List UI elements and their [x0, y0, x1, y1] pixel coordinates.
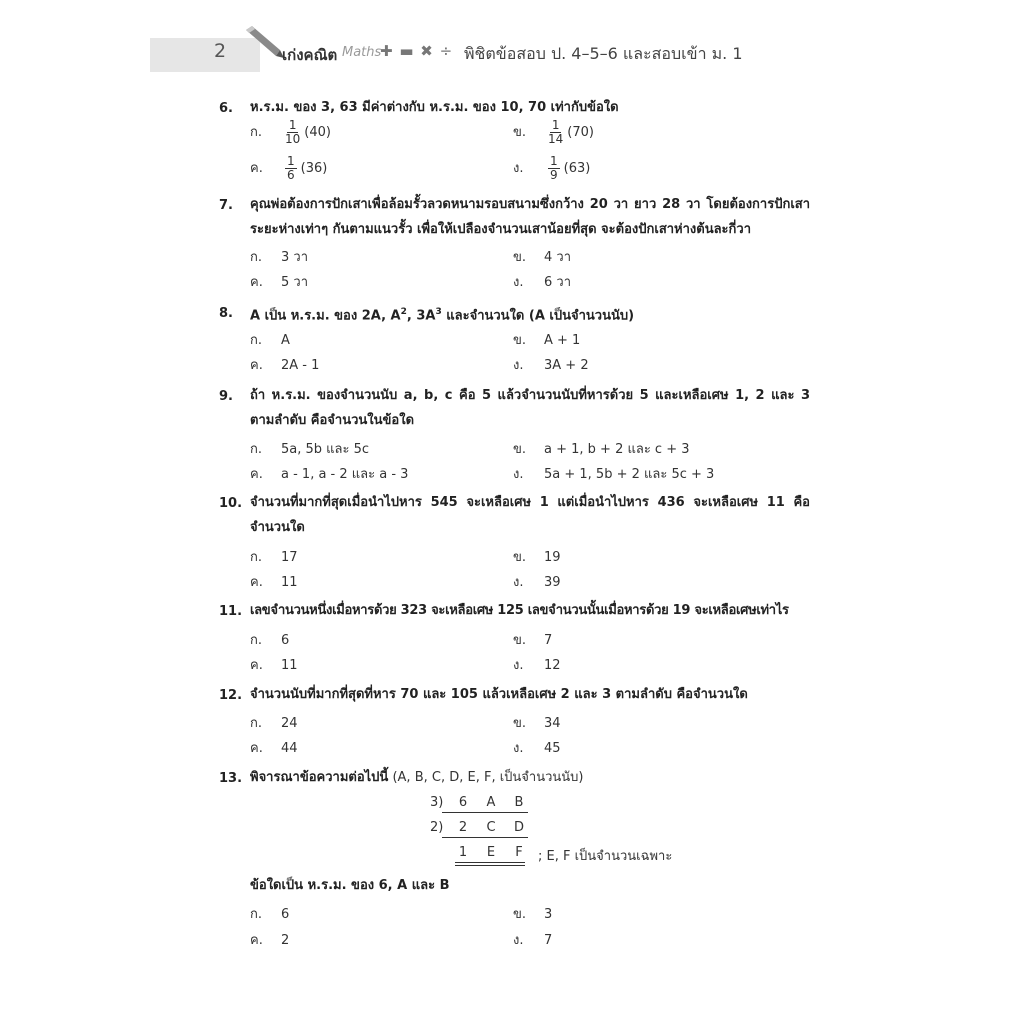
question-number: 11. — [219, 604, 243, 619]
division-cell: 6 — [458, 795, 468, 810]
option-label: ค. — [250, 575, 263, 590]
option-label: ก. — [250, 550, 263, 565]
option-c[interactable] — [250, 155, 327, 182]
question-text: คุณพ่อต้องการปักเสาเพื่อล้อมรั้วลวดหนามรอบสนามซึ่งกว้าง 20 วา ยาว 28 วา โดยต้องการปักเสาระยะห่างเท่าๆ กันตามแนวรั้ว เพื่อให้เปลืองจำนวนเสาน้อยที่สุด จะต้องปักเสาห่างต้นละกี่วา — [250, 197, 810, 237]
question-text — [250, 300, 810, 328]
option-text: 5a, 5b และ 5c — [281, 442, 370, 457]
question-number: 9. — [219, 389, 233, 404]
option-text: (63) — [563, 161, 591, 176]
option-text: 17 — [281, 550, 298, 565]
option-label: ก. — [250, 633, 263, 648]
short-division-diagram — [430, 795, 750, 867]
brand-title: เก่งคณิต — [282, 46, 338, 64]
option-label: ง. — [513, 575, 524, 590]
option-text: 11 — [281, 575, 298, 590]
division-cell: F — [515, 845, 523, 860]
option-text: A — [281, 333, 290, 348]
text-part: และจำนวนใด (A เป็นจำนวนนับ) — [441, 308, 635, 324]
option-text: 7 — [544, 633, 553, 648]
option-text: 44 — [281, 741, 298, 756]
question-number: 10. — [219, 496, 243, 511]
option-c[interactable] — [250, 737, 298, 758]
option-c[interactable] — [250, 463, 408, 484]
option-c[interactable] — [250, 571, 298, 592]
division-cell: 2 — [458, 820, 468, 835]
exponent: 2 — [400, 307, 407, 317]
option-label: ก. — [250, 250, 263, 265]
option-text: 6 — [281, 907, 290, 922]
option-text: (36) — [300, 161, 328, 176]
option-b[interactable] — [513, 546, 561, 567]
option-text: (70) — [567, 125, 594, 140]
option-label: ก. — [250, 333, 263, 348]
option-b[interactable] — [513, 246, 571, 267]
option-label: ค. — [250, 741, 263, 756]
option-text: 24 — [281, 716, 298, 731]
question-number: 13. — [219, 771, 243, 786]
option-text: (40) — [304, 125, 331, 140]
option-label: ข. — [513, 333, 527, 348]
option-a[interactable] — [250, 903, 289, 924]
option-text: 3A + 2 — [544, 358, 589, 373]
option-a[interactable] — [250, 438, 369, 459]
option-label: ง. — [513, 467, 524, 482]
option-text: 39 — [544, 575, 561, 590]
option-d[interactable] — [513, 737, 561, 758]
question-text: ถ้า ห.ร.ม. ของจำนวนนับ a, b, c คือ 5 แล้วจำนวนนับที่หารด้วย 5 และเหลือเศษ 1, 2 และ 3 ตามลำดับ คือจำนวนในข้อใด — [250, 388, 810, 428]
option-text: 19 — [544, 550, 561, 565]
fraction-denominator: 10 — [285, 132, 301, 146]
option-d[interactable] — [513, 271, 571, 292]
division-cell: D — [513, 820, 524, 835]
fraction-numerator: 1 — [551, 118, 560, 132]
option-a[interactable] — [250, 119, 331, 146]
option-label: ข. — [513, 633, 527, 648]
option-d[interactable] — [513, 654, 561, 675]
division-cell: E — [486, 845, 496, 860]
option-b[interactable] — [513, 712, 561, 733]
option-text: 2A - 1 — [281, 358, 320, 373]
option-label: ค. — [250, 467, 263, 482]
option-label: ข. — [513, 442, 527, 457]
option-text: 5a + 1, 5b + 2 และ 5c + 3 — [544, 467, 715, 482]
option-text: 3 — [544, 907, 553, 922]
question-number: 8. — [219, 306, 233, 321]
option-label: ค. — [250, 161, 263, 176]
option-label: ข. — [513, 907, 527, 922]
fraction-numerator: 1 — [287, 154, 295, 168]
text-part: A เป็น ห.ร.ม. ของ 2A, A — [250, 308, 401, 324]
fraction-denominator: 6 — [287, 168, 295, 182]
option-text: 3 วา — [281, 250, 309, 265]
option-a[interactable] — [250, 246, 308, 267]
division-line — [442, 837, 528, 838]
option-text: A + 1 — [544, 333, 581, 348]
option-label: ข. — [513, 250, 527, 265]
option-label: ค. — [250, 933, 263, 948]
option-c[interactable] — [250, 354, 319, 375]
option-text: 2 — [281, 933, 290, 948]
option-b[interactable] — [513, 119, 594, 146]
division-note: ; E, F เป็นจำนวนเฉพาะ — [538, 849, 673, 864]
fraction-numerator: 1 — [550, 154, 558, 168]
question-number: 12. — [219, 688, 243, 703]
option-label: ก. — [250, 907, 263, 922]
option-text: 34 — [544, 716, 561, 731]
option-d[interactable] — [513, 571, 561, 592]
option-d[interactable] — [513, 463, 714, 484]
option-label: ค. — [250, 658, 263, 673]
fraction — [548, 119, 563, 146]
option-a[interactable] — [250, 629, 289, 650]
option-b[interactable] — [513, 903, 552, 924]
sub-question-text: ข้อใดเป็น ห.ร.ม. ของ 6, A และ B — [250, 878, 450, 893]
question-text: จำนวนนับที่มากที่สุดที่หาร 70 และ 105 แล้วเหลือเศษ 2 และ 3 ตามลำดับ คือจำนวนใด — [250, 687, 748, 702]
option-text: 5 วา — [281, 275, 309, 290]
option-c[interactable] — [250, 654, 298, 675]
option-label: ก. — [250, 125, 263, 140]
option-label: ง. — [513, 933, 524, 948]
question-text — [250, 765, 810, 790]
fraction-denominator: 14 — [548, 132, 564, 146]
option-a[interactable] — [250, 712, 298, 733]
question-text: จำนวนที่มากที่สุดเมื่อนำไปหาร 545 จะเหลือเศษ 1 แต่เมื่อนำไปหาร 436 จะเหลือเศษ 11 คือจำนวนใด — [250, 495, 810, 535]
option-label: ข. — [513, 125, 527, 140]
option-c[interactable] — [250, 929, 289, 950]
option-label: ค. — [250, 358, 263, 373]
option-text: a - 1, a - 2 และ a - 3 — [281, 467, 409, 482]
option-text: 45 — [544, 741, 561, 756]
question-number: 6. — [219, 101, 233, 116]
option-label: ง. — [513, 741, 524, 756]
division-cell: C — [486, 820, 496, 835]
option-label: ก. — [250, 442, 263, 457]
option-label: ง. — [513, 358, 524, 373]
fraction — [285, 119, 300, 146]
fraction-denominator: 9 — [550, 168, 558, 182]
option-d[interactable] — [513, 155, 590, 182]
option-text: 6 วา — [544, 275, 572, 290]
divisor: 3) — [430, 795, 444, 810]
text-part: (A, B, C, D, E, F, เป็นจำนวนนับ) — [388, 770, 584, 785]
option-label: ง. — [513, 161, 524, 176]
option-text: 12 — [544, 658, 561, 673]
pencil-icon — [244, 26, 284, 58]
division-cell: B — [514, 795, 524, 810]
division-cell: 1 — [458, 845, 468, 860]
option-a[interactable] — [250, 329, 290, 350]
option-d[interactable] — [513, 929, 552, 950]
question-text: ห.ร.ม. ของ 3, 63 มีค่าต่างกับ ห.ร.ม. ของ 10, 70 เท่ากับข้อใด — [250, 100, 619, 115]
option-text: 6 — [281, 633, 290, 648]
option-d[interactable] — [513, 354, 589, 375]
math-operators-icon: ✚ ▬ ✖ ÷ — [380, 42, 454, 60]
question-number: 7. — [219, 198, 233, 213]
option-b[interactable] — [513, 329, 580, 350]
option-text: a + 1, b + 2 และ c + 3 — [544, 442, 690, 457]
fraction — [285, 155, 297, 182]
brand-subtitle: Maths — [342, 45, 382, 60]
option-label: ข. — [513, 716, 527, 731]
option-label: ง. — [513, 658, 524, 673]
option-label: ง. — [513, 275, 524, 290]
question-text: เลขจำนวนหนึ่งเมื่อหารด้วย 323 จะเหลือเศษ 125 เลขจำนวนนั้นเมื่อหารด้วย 19 จะเหลือเศษเท่าไร — [250, 603, 789, 618]
header-subtitle: พิชิตข้อสอบ ป. 4–5–6 และสอบเข้า ม. 1 — [464, 44, 743, 63]
option-text: 4 วา — [544, 250, 572, 265]
option-text: 11 — [281, 658, 298, 673]
option-b[interactable] — [513, 438, 690, 459]
option-label: ค. — [250, 275, 263, 290]
option-label: ข. — [513, 550, 527, 565]
text-part: พิจารณาข้อความต่อไปนี้ — [250, 770, 389, 785]
fraction — [548, 155, 560, 182]
text-part: , 3A — [406, 308, 436, 324]
page-number: 2 — [214, 40, 227, 62]
option-b[interactable] — [513, 629, 552, 650]
double-underline — [455, 865, 525, 866]
fraction-numerator: 1 — [288, 118, 297, 132]
division-cell: A — [486, 795, 496, 810]
option-c[interactable] — [250, 271, 308, 292]
division-line — [442, 812, 528, 813]
option-label: ก. — [250, 716, 263, 731]
double-underline — [455, 862, 525, 863]
option-a[interactable] — [250, 546, 298, 567]
divisor: 2) — [430, 820, 444, 835]
exponent: 3 — [435, 307, 442, 317]
option-text: 7 — [544, 933, 553, 948]
